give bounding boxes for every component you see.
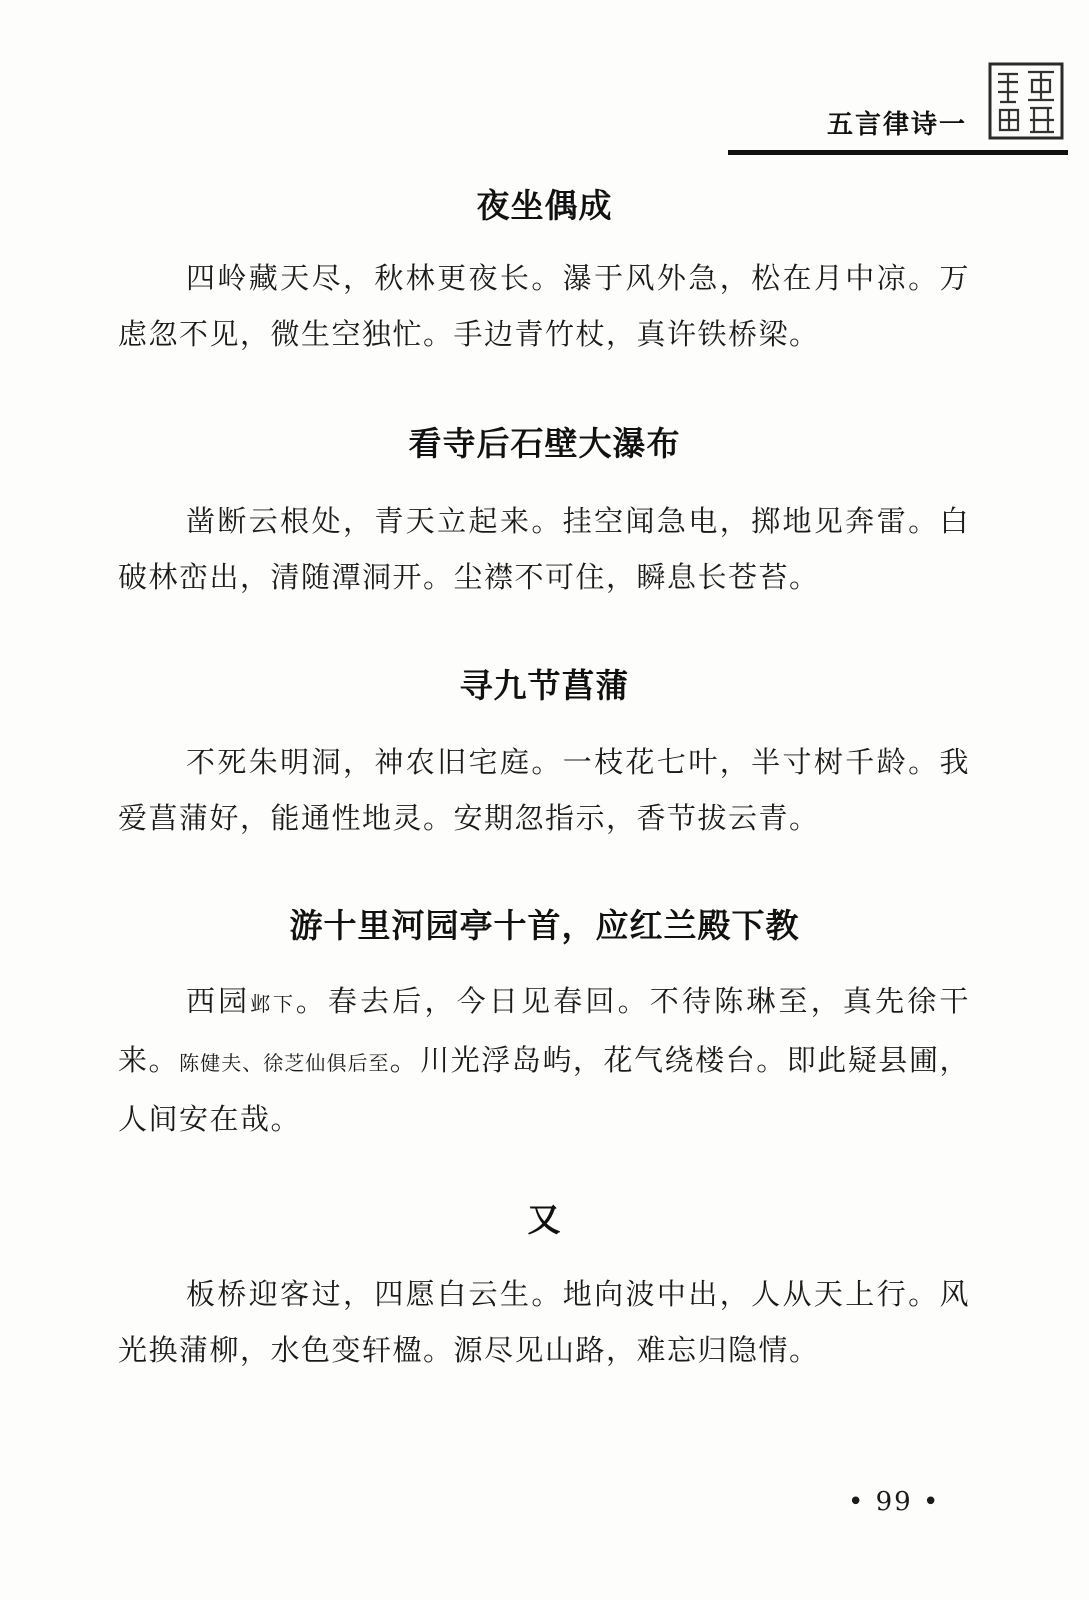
poem-body: 凿断云根处，青天立起来。挂空闻急电，掷地见奔雷。白破林峦出，清随潭洞开。尘襟不可住，瞬息长苍苔。 xyxy=(118,504,970,594)
page-header xyxy=(0,0,1089,170)
poem-section xyxy=(0,906,1089,946)
poem-title: 又 xyxy=(527,1200,562,1239)
annotation-note: 邺下 xyxy=(250,992,296,1016)
poem-title: 寻九节菖蒲 xyxy=(459,666,630,705)
poem-title: 看寺后石壁大瀑布 xyxy=(408,424,681,463)
seal-stamp-icon xyxy=(988,62,1064,140)
poem-body: 不死朱明洞，神农旧宅庭。一枝花七叶，半寸树千龄。我爱菖蒲好，能通性地灵。安期忽指示，香节拔云青。 xyxy=(118,745,970,835)
poem-section xyxy=(0,424,1089,464)
poem-section xyxy=(0,666,1089,706)
poem-body: 板桥迎客过，四愿白云生。地向波中出，人从天上行。风光换蒲柳，水色变轩楹。源尽见山路，难忘归隐情。 xyxy=(118,1277,970,1367)
poem-title: 游十里河园亭十首，应红兰殿下教 xyxy=(289,906,800,945)
body-text: 。春去后，今日见春回。不待陈琳至，真先徐干来。 xyxy=(118,984,970,1077)
header-rule xyxy=(728,150,1068,155)
body-text: 西园 xyxy=(186,984,251,1018)
page-number: • 99 • xyxy=(848,1487,941,1517)
poem-section xyxy=(0,186,1089,226)
running-head-title: 五言律诗一 xyxy=(826,110,967,140)
poem-body xyxy=(118,973,970,1147)
poem-title: 夜坐偶成 xyxy=(476,186,613,225)
body-text: 。川光浮岛屿，花气绕楼台。即此疑县圃，人间安在哉。 xyxy=(118,1043,970,1136)
poem-body: 四岭藏天尽，秋林更夜长。瀑于风外急，松在月中凉。万虑忽不见，微生空独忙。手边青竹杖，真许铁桥梁。 xyxy=(118,261,970,351)
poem-section xyxy=(0,1200,1089,1240)
annotation-note: 陈健夫、徐芝仙俱后至 xyxy=(179,1051,390,1075)
